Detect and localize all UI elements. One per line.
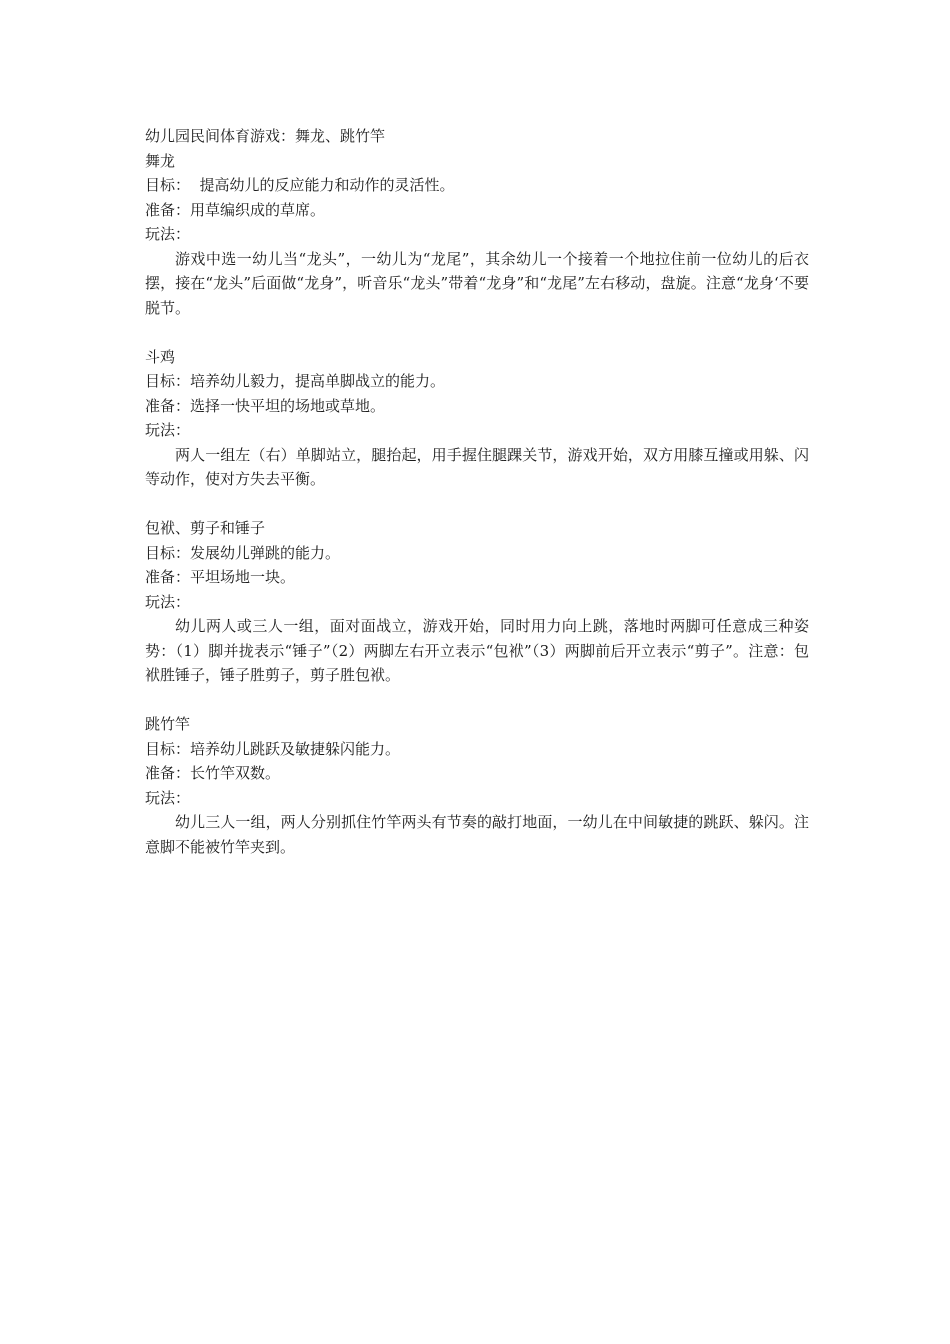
section-prep: 准备：平坦场地一块。: [145, 568, 296, 586]
section-bamboo-dance: [145, 712, 809, 859]
section-goal: 目标：发展幼儿弹跳的能力。: [145, 543, 341, 562]
document-title: 幼儿园民间体育游戏：舞龙、跳竹竿: [145, 127, 386, 145]
section-prep: 准备：用草编织成的草席。: [145, 200, 326, 219]
section-goal: 目标： 提高幼儿的反应能力和动作的灵活性。: [145, 176, 455, 194]
section-goal: 目标：培养幼儿跳跃及敏捷躲闪能力。: [145, 739, 401, 758]
section-prep: 准备：选择一快平坦的场地或草地。: [145, 396, 386, 415]
section-heading: 包袱、剪子和锤子: [145, 519, 266, 537]
section-prep: 准备：长竹竿双数。: [145, 764, 281, 782]
section-heading: 舞龙: [145, 151, 176, 170]
section-method-text: 幼儿三人一组，两人分别抓住竹竿两头有节奏的敲打地面，一幼儿在中间敏捷的跳跃、躲闪。注意脚不能被竹竿夹到。: [145, 813, 809, 856]
section-method-label: 玩法：: [145, 421, 191, 439]
section-method-label: 玩法：: [145, 592, 191, 611]
section-method-label: 玩法：: [145, 788, 191, 807]
section-goal: 目标：培养幼儿毅力，提高单脚战立的能力。: [145, 372, 446, 390]
section-heading: 跳竹竿: [145, 715, 191, 733]
section-heading: 斗鸡: [145, 347, 176, 366]
section-method-text: 游戏中选一幼儿当“龙头”，一幼儿为“龙尾”，其余幼儿一个接着一个地拉住前一位幼儿的后衣摆，接在“龙头”后面做“龙身”，听音乐“龙头”带着“龙身”和“龙尾”左右移动，盘旋。注意“龙身‘不要脱节。: [145, 249, 809, 317]
section-rock-paper-scissors: [145, 516, 809, 688]
section-rooster-fight: [145, 345, 809, 492]
section-method-text: 幼儿两人或三人一组，面对面战立，游戏开始，同时用力向上跳，落地时两脚可任意成三种姿势：（1）脚并拢表示“锤子”（2）两脚左右开立表示“包袱”（3）两脚前后开立表示“剪子”。注意：包袱胜锤子，锤子胜剪子，剪子胜包袱。: [145, 617, 809, 684]
document-body: [145, 124, 809, 859]
section-method-label: 玩法：: [145, 225, 191, 243]
section-method-text: 两人一组左（右）单脚站立，腿抬起，用手握住腿踝关节，游戏开始，双方用膝互撞或用躲、闪等动作，使对方失去平衡。: [145, 445, 809, 488]
section-dragon-dance: [145, 124, 809, 320]
